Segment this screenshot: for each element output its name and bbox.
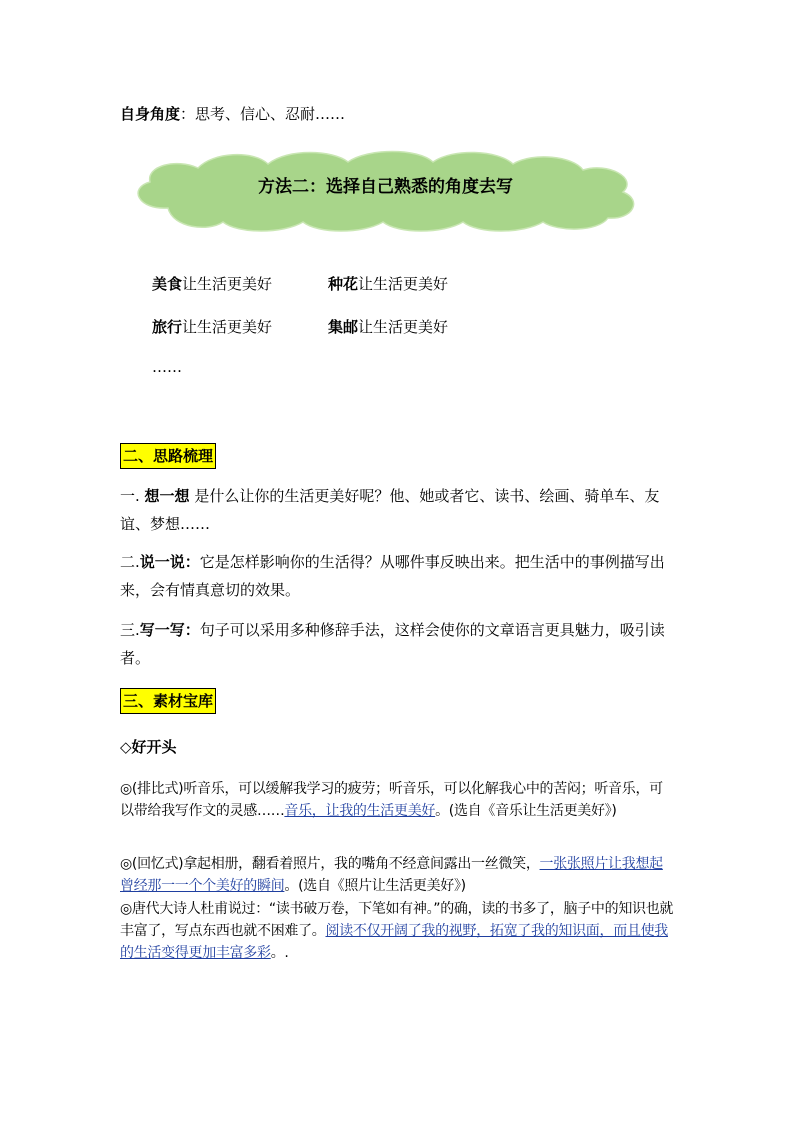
material-item: ◎唐代大诗人杜甫说过：“读书破万卷，下笔如有神。”的确，读的书多了，脑子中的知识也就丰富了，写点东西也就不困难了。阅读不仅开阔了我的视野，拓宽了我的知识面，而且使我的生活变得更加丰富多彩。. [120, 901, 674, 961]
self-angle-label: 自身角度 [120, 105, 181, 123]
good-opening-title: ◇好开头 [120, 738, 177, 756]
self-angle-colon: ： [180, 105, 196, 123]
material-item: ◎(排比式)听音乐，可以缓解我学习的疲劳；听音乐，可以化解我心中的苦闷；听音乐，可以带给我写作文的灵感……音乐，让我的生活更美好。(选自《音乐让生活更美好》) [120, 781, 663, 819]
section-heading-3: 三、素材宝库 [120, 688, 216, 714]
example-ellipsis: …… [152, 358, 182, 376]
method-title: 方法二：选择自己熟悉的角度去写 [258, 177, 513, 197]
example-item: 种花让生活更美好 [328, 275, 449, 293]
section-heading-2: 二、思路梳理 [120, 443, 216, 469]
self-angle-line [120, 104, 345, 124]
step-2: 二.说一说：它是怎样影响你的生活得？从哪件事反映出来。把生活中的事例描写出来，会有情真意切的效果。 [120, 553, 665, 599]
example-item: 集邮让生活更美好 [328, 318, 449, 336]
step-3: 三.写一写：句子可以采用多种修辞手法，这样会使你的文章语言更具魅力，吸引读者。 [120, 621, 665, 667]
example-item: 美食让生活更美好 [152, 275, 273, 293]
step-1: 一. 想一想 是什么让你的生活更美好呢？他、她或者它、读书、绘画、骑单车、友谊、梦想…… [120, 487, 660, 533]
self-angle-text: 思考、信心、忍耐…… [195, 105, 346, 123]
material-item: ◎(回忆式)拿起相册，翻看着照片，我的嘴角不经意间露出一丝微笑，一张张照片让我想起曾经那一一个个美好的瞬间。(选自《照片让生活更美好》) [120, 856, 663, 894]
example-item: 旅行让生活更美好 [152, 318, 273, 336]
